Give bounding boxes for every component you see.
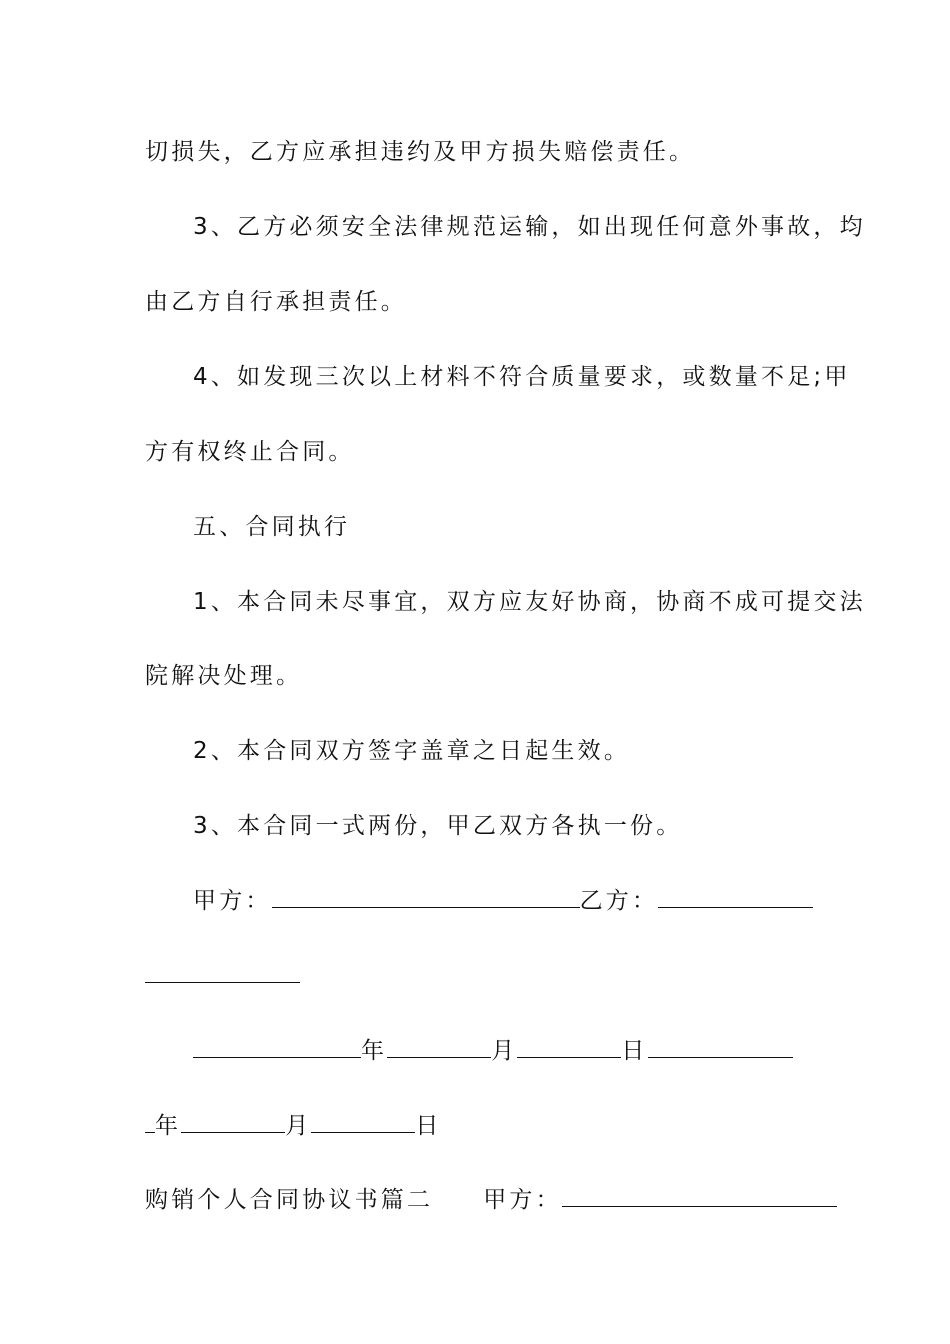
next-party-a-label: 甲方：: [483, 1187, 562, 1213]
next-party-a-blank: [562, 1184, 837, 1207]
signature-line-continued: [145, 960, 805, 991]
paragraph-text: 3、乙方必须安全法律规范运输，如出现任何意外事故，均: [193, 214, 866, 240]
year-label: 年: [155, 1113, 182, 1139]
paragraph-text: 由乙方自行承担责任。: [145, 289, 407, 315]
year-blank: [193, 1035, 361, 1058]
date-line-continued: [145, 1110, 805, 1141]
month-label: 月: [285, 1113, 312, 1139]
party-b-label: 乙方：: [579, 888, 659, 914]
paragraph-text: 1、本合同未尽事宜，双方应友好协商，协商不成可提交法: [193, 589, 866, 615]
month-label: 月: [491, 1038, 518, 1064]
party-a-label: 甲方：: [193, 888, 272, 914]
paragraph-text: 2、本合同双方签字盖章之日起生效。: [193, 738, 631, 764]
month-blank: [387, 1035, 491, 1058]
signature-line: [193, 885, 805, 916]
paragraph-text: 3、本合同一式两份，甲乙双方各执一份。: [193, 813, 683, 839]
next-section-title: 购销个人合同协议书篇二: [145, 1187, 434, 1213]
day-blank: [517, 1035, 621, 1058]
day-label: 日: [621, 1038, 648, 1064]
paragraph-text: 4、如发现三次以上材料不符合质量要求，或数量不足;甲: [193, 364, 851, 390]
date-line: [193, 1035, 805, 1066]
month-blank: [181, 1110, 285, 1133]
party-a-blank: [272, 885, 580, 908]
party-b-blank: [658, 885, 813, 908]
year-blank-continued: [145, 1110, 155, 1133]
day-label: 日: [415, 1113, 442, 1139]
year-label: 年: [361, 1038, 388, 1064]
section-heading: 五、合同执行: [193, 514, 351, 540]
paragraph-text: 切损失，乙方应承担违约及甲方损失赔偿责任。: [145, 139, 696, 165]
paragraph-text: 院解决处理。: [145, 663, 303, 689]
next-section-line: [145, 1184, 805, 1215]
day-blank: [311, 1110, 415, 1133]
paragraph-text: 方有权终止合同。: [145, 439, 355, 465]
trailing-blank: [648, 1035, 793, 1058]
party-b-blank-continued: [145, 960, 300, 983]
